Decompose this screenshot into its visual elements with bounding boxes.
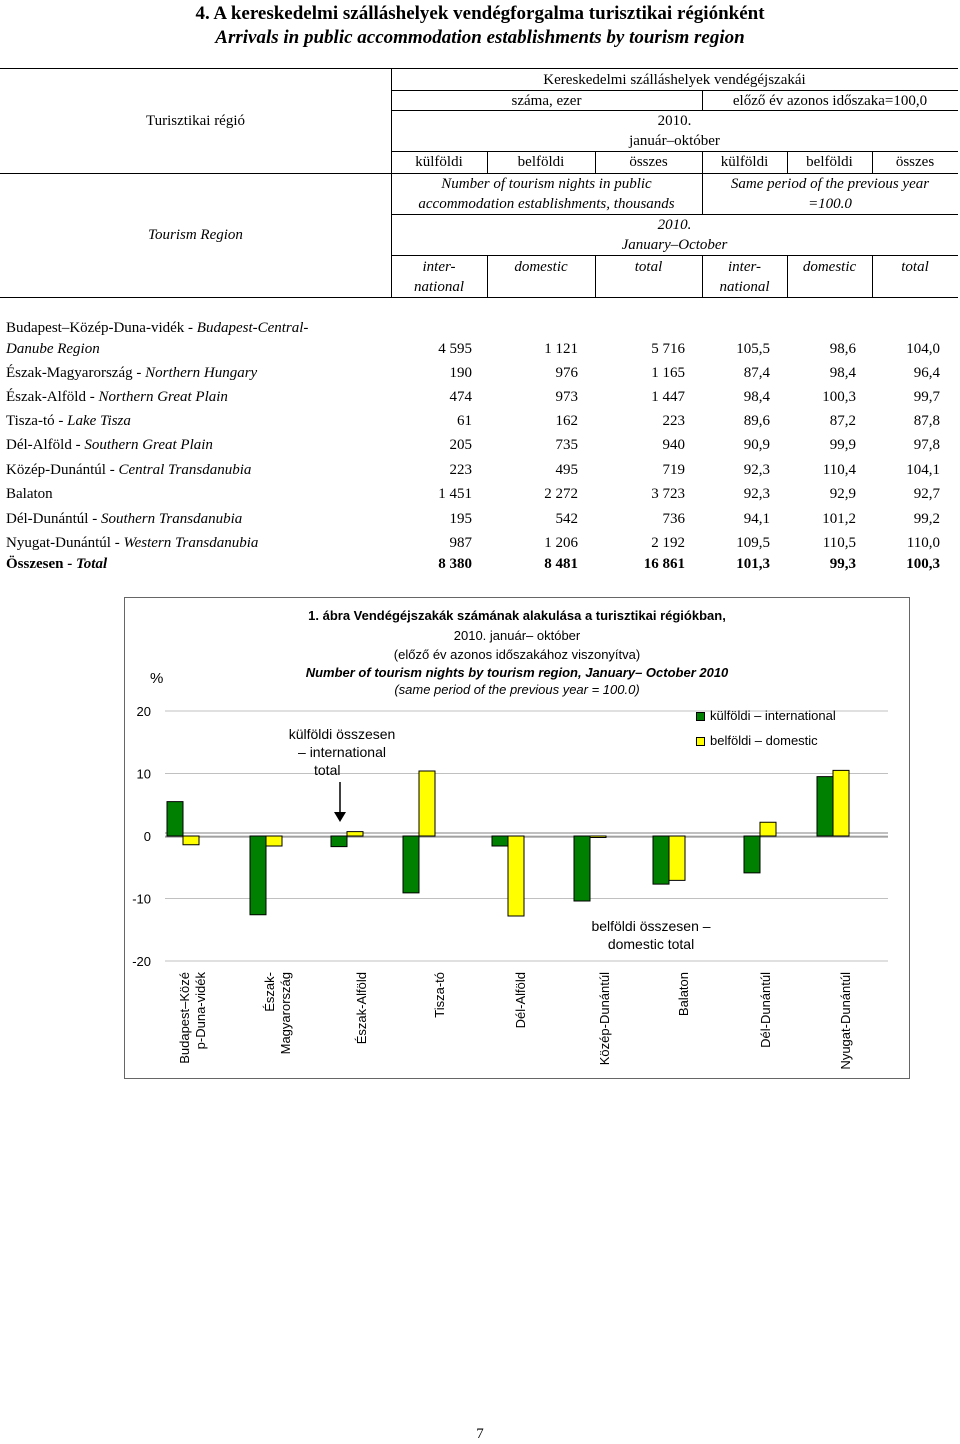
bar-domestic bbox=[183, 836, 199, 845]
index-header-en: Same period of the previous year bbox=[730, 176, 930, 192]
x-tick-label: Dél-Alföld bbox=[513, 972, 528, 1029]
cell-value: 101,2 bbox=[822, 511, 856, 527]
cell-value: 110,5 bbox=[822, 535, 856, 551]
cell-value: 109,5 bbox=[736, 535, 770, 551]
chart-title-line: Number of tourism nights by tourism region, January– October 2010 bbox=[305, 665, 729, 680]
bar-domestic bbox=[760, 822, 776, 836]
col-header-hu: összes bbox=[629, 154, 668, 170]
cell-value: 719 bbox=[662, 462, 685, 478]
chart-title-line: (same period of the previous year = 100.0) bbox=[394, 682, 640, 697]
col-header-en: inter- national bbox=[719, 259, 770, 295]
count-header-hu: száma, ezer bbox=[511, 93, 582, 109]
period-header-hu: január–október bbox=[629, 133, 720, 149]
cell-value: 1 206 bbox=[544, 535, 578, 551]
y-tick-label: -10 bbox=[132, 891, 151, 907]
cell-value: 101,3 bbox=[736, 556, 770, 572]
col-header-en: domestic bbox=[514, 259, 568, 275]
cell-value: 5 716 bbox=[651, 341, 685, 357]
bar-international bbox=[250, 836, 266, 915]
col-header-en: total bbox=[634, 259, 663, 275]
legend-label-international: külföldi – international bbox=[710, 708, 836, 723]
cell-value: 110,0 bbox=[906, 535, 940, 551]
bar-international bbox=[653, 836, 669, 884]
col-header-en: domestic bbox=[802, 259, 857, 275]
x-tick-label: Észak-Magyarország bbox=[262, 972, 293, 1055]
x-tick-label: Tisza-tó bbox=[432, 972, 447, 1018]
cell-value: 104,0 bbox=[906, 341, 940, 357]
cell-value: 495 bbox=[555, 462, 578, 478]
cell-value: 99,9 bbox=[829, 437, 856, 453]
year-header-en: 2010. bbox=[657, 217, 692, 233]
bar-international bbox=[403, 836, 419, 893]
domestic-total-annotation: belföldi összesen – domestic total bbox=[591, 918, 711, 952]
cell-value: 2 272 bbox=[544, 486, 578, 502]
row-label: Észak-Magyarország - Northern Hungary bbox=[6, 365, 258, 381]
group-header-hu: Kereskedelmi szálláshelyek vendégéjszakái bbox=[543, 72, 806, 88]
cell-value: 162 bbox=[555, 413, 578, 429]
row-label: Közép-Dunántúl - Central Transdanubia bbox=[6, 462, 252, 478]
cell-value: 940 bbox=[662, 437, 685, 453]
cell-value: 99,3 bbox=[829, 556, 856, 572]
cell-value: 474 bbox=[449, 389, 472, 405]
row-label: Budapest–Közép-Duna-vidék - Budapest-Central- bbox=[6, 320, 309, 336]
col-header-hu: külföldi bbox=[415, 154, 463, 170]
bar-domestic bbox=[508, 836, 524, 916]
cell-value: 87,2 bbox=[829, 413, 856, 429]
row-label: Észak-Alföld - Northern Great Plain bbox=[6, 389, 228, 405]
cell-value: 92,7 bbox=[913, 486, 940, 502]
cell-value: 94,1 bbox=[743, 511, 770, 527]
bar-international bbox=[817, 777, 833, 836]
bar-international bbox=[167, 802, 183, 836]
index-header-en: =100.0 bbox=[808, 196, 852, 212]
y-tick-label: 10 bbox=[136, 766, 151, 782]
cell-value: 92,9 bbox=[829, 486, 856, 502]
y-tick-label: -20 bbox=[132, 954, 151, 969]
x-tick-label: Dél-Dunántúl bbox=[758, 972, 773, 1048]
region-header-en: Tourism Region bbox=[148, 227, 243, 243]
bar-international bbox=[331, 836, 347, 847]
col-header-hu: belföldi bbox=[806, 154, 853, 170]
x-tick-label: Észak-Alföld bbox=[354, 972, 369, 1045]
cell-value: 100,3 bbox=[906, 556, 940, 572]
cell-value: 87,4 bbox=[743, 365, 770, 381]
row-label: Danube Region bbox=[6, 341, 100, 357]
bar-domestic bbox=[419, 771, 435, 836]
cell-value: 89,6 bbox=[743, 413, 770, 429]
cell-value: 8 380 bbox=[438, 556, 472, 572]
cell-value: 190 bbox=[449, 365, 472, 381]
x-tick-label: Nyugat-Dunántúl bbox=[838, 972, 853, 1070]
cell-value: 3 723 bbox=[651, 486, 685, 502]
cell-value: 735 bbox=[555, 437, 578, 453]
chart-title-line: 2010. január– október bbox=[453, 628, 581, 643]
index-header-hu: előző év azonos időszaka=100,0 bbox=[732, 93, 928, 109]
bar-domestic bbox=[266, 836, 282, 846]
legend-swatch-domestic bbox=[696, 737, 705, 746]
page-subtitle: Arrivals in public accommodation establishments by tourism region bbox=[215, 27, 745, 48]
col-header-hu: összes bbox=[895, 154, 935, 170]
count-header-en: Number of tourism nights in public bbox=[441, 176, 652, 192]
cell-value: 1 121 bbox=[544, 341, 578, 357]
cell-value: 87,8 bbox=[913, 413, 940, 429]
cell-value: 99,7 bbox=[913, 389, 940, 405]
cell-value: 1 451 bbox=[438, 486, 472, 502]
chart-title-line: 1. ábra Vendégéjszakák számának alakulása a turisztikai régiókban, bbox=[308, 608, 726, 623]
y-tick-label: 20 bbox=[136, 704, 151, 719]
page-number: 7 bbox=[476, 1426, 484, 1442]
cell-value: 4 595 bbox=[438, 341, 472, 357]
cell-value: 99,2 bbox=[913, 511, 940, 527]
cell-value: 223 bbox=[662, 413, 685, 429]
cell-value: 987 bbox=[449, 535, 472, 551]
col-header-en: inter- national bbox=[413, 259, 464, 295]
cell-value: 976 bbox=[555, 365, 578, 381]
cell-value: 61 bbox=[457, 413, 472, 429]
cell-value: 16 861 bbox=[643, 556, 685, 572]
bar-domestic bbox=[833, 770, 849, 836]
x-tick-label: Balaton bbox=[676, 972, 691, 1017]
cell-value: 8 481 bbox=[544, 556, 578, 572]
row-label: Nyugat-Dunántúl - Western Transdanubia bbox=[6, 535, 259, 551]
cell-value: 973 bbox=[555, 389, 578, 405]
bar-domestic bbox=[590, 836, 606, 838]
cell-value: 1 447 bbox=[651, 389, 685, 405]
cell-value: 105,5 bbox=[736, 341, 770, 357]
chart-title-line: (előző év azonos időszakához viszonyítva) bbox=[393, 647, 641, 662]
col-header-hu: külföldi bbox=[720, 154, 769, 170]
cell-value: 223 bbox=[449, 462, 472, 478]
y-tick-label: 0 bbox=[143, 829, 151, 844]
row-label: Dél-Alföld - Southern Great Plain bbox=[6, 437, 213, 453]
bar-international bbox=[574, 836, 590, 901]
annotation-arrow-head bbox=[334, 812, 346, 822]
cell-value: 542 bbox=[555, 511, 578, 527]
x-tick-label: Budapest–Közép-Duna-vidék bbox=[177, 972, 208, 1064]
cell-value: 195 bbox=[449, 511, 472, 527]
international-total-annotation: külföldi összesen – international total bbox=[288, 726, 396, 778]
region-header-hu: Turisztikai régió bbox=[145, 113, 246, 129]
legend-swatch-international bbox=[696, 712, 705, 721]
cell-value: 96,4 bbox=[913, 365, 940, 381]
row-label: Összesen - Total bbox=[6, 556, 108, 572]
cell-value: 205 bbox=[449, 437, 472, 453]
cell-value: 104,1 bbox=[906, 462, 940, 478]
bar-international bbox=[492, 836, 508, 846]
cell-value: 98,4 bbox=[743, 389, 770, 405]
legend-label-domestic: belföldi – domestic bbox=[710, 733, 818, 748]
cell-value: 98,4 bbox=[829, 365, 856, 381]
cell-value: 90,9 bbox=[743, 437, 770, 453]
cell-value: 1 165 bbox=[651, 365, 685, 381]
year-header-hu: 2010. bbox=[657, 113, 692, 129]
x-tick-label: Közép-Dunántúl bbox=[597, 972, 612, 1066]
row-label: Dél-Dunántúl - Southern Transdanubia bbox=[6, 511, 243, 527]
cell-value: 2 192 bbox=[651, 535, 685, 551]
count-header-en: accommodation establishments, thousands bbox=[418, 196, 675, 212]
row-label: Balaton bbox=[6, 486, 53, 502]
cell-value: 97,8 bbox=[913, 437, 940, 453]
col-header-en: total bbox=[901, 259, 929, 275]
cell-value: 98,6 bbox=[829, 341, 856, 357]
period-header-en: January–October bbox=[621, 237, 728, 253]
cell-value: 92,3 bbox=[743, 462, 770, 478]
cell-value: 736 bbox=[662, 511, 685, 527]
page-title: 4. A kereskedelmi szálláshelyek vendégforgalma turisztikai régiónként bbox=[195, 3, 765, 24]
col-header-hu: belföldi bbox=[517, 154, 565, 170]
row-label: Tisza-tó - Lake Tisza bbox=[6, 413, 131, 429]
bar-international bbox=[744, 836, 760, 873]
bar-domestic bbox=[347, 832, 363, 836]
cell-value: 92,3 bbox=[743, 486, 770, 502]
y-axis-label: % bbox=[150, 670, 164, 687]
cell-value: 110,4 bbox=[822, 462, 856, 478]
cell-value: 100,3 bbox=[822, 389, 856, 405]
bar-domestic bbox=[669, 836, 685, 880]
